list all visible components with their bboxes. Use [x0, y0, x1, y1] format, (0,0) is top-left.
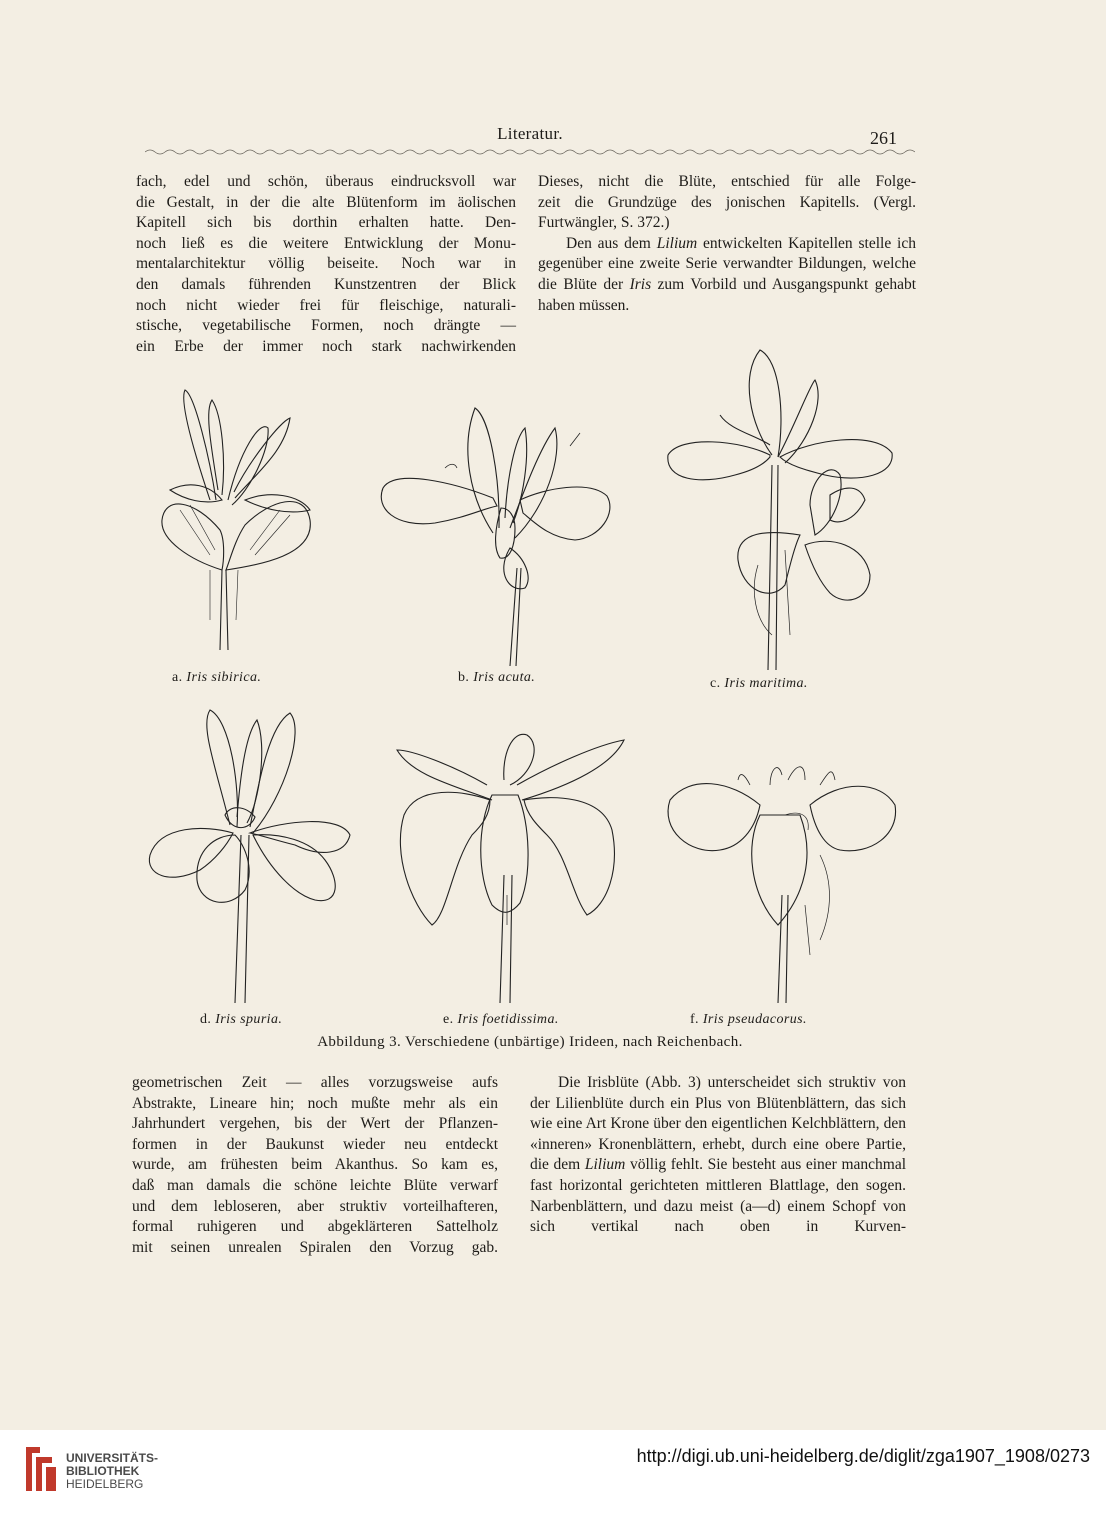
page-number: 261: [870, 128, 897, 148]
text-line: ein Erbe der immer noch stark nachwirkenden: [136, 337, 516, 355]
text-line: Kapitell sich bis dorthin erhalten hatte. Den-: [136, 214, 516, 232]
footer-bar: [0, 1430, 1106, 1513]
text-column-right-top: [538, 172, 916, 316]
text-line: noch ließ es die weitere Entwicklung der Monu-: [136, 234, 516, 252]
iris-pseudacorus-illustration: [660, 755, 900, 1005]
running-header: Literatur.: [497, 124, 563, 143]
plate-label-b: b. Iris acuta.: [458, 670, 536, 685]
text-line: die Gestalt, in der die alte Blütenform im äolischen: [136, 193, 516, 211]
text-line: noch nicht wieder frei für fleischige, naturali-: [136, 296, 516, 314]
paragraph: Die Irisblüte (Abb. 3) unterscheidet sich struktiv von der Lilienblüte durch ein Plus von Blütenblättern, das sich wie eine Art Krone über den eigentlichen Kelchblättern, den «inneren» Kronenblättern, erhebt, durch eine obere Partie, die dem Lilium völlig fehlt. Sie besteht aus einer manchmal fast horizontal gerichteten mittleren Blattlage, den sogen. Narbenblättern, und dazu meist (a—d) einem Schopf von sich vertikal nach oben in Kurven-: [530, 1074, 907, 1236]
header-rule: [145, 148, 915, 156]
text-line: Jahrhundert vergehen, bis der Wert der Pflanzen-: [132, 1115, 498, 1133]
text-column-left-bottom: [132, 1073, 498, 1258]
text-line: mit seinen unrealen Spiralen den Vorzug gab.: [132, 1238, 498, 1256]
figure-caption: Abbildung 3. Verschiedene (unbärtige) Irideen, nach Reichenbach.: [317, 1034, 743, 1050]
iris-foetidissima-illustration: [392, 725, 632, 1005]
text-line: den damals führenden Kunstzentren der Blick: [136, 275, 516, 293]
text-line: geometrischen Zeit — alles vorzugsweise aufs: [132, 1074, 498, 1091]
iris-sibirica-illustration: [150, 380, 330, 660]
text-column-right-bottom: [530, 1073, 906, 1238]
iris-acuta-illustration: [375, 388, 615, 668]
plate-label-a: a. Iris sibirica.: [172, 670, 262, 685]
paragraph: Den aus dem Lilium entwickelten Kapitellen stelle ich gegenüber eine zweite Serie verwandter Bildungen, welche die Blüte der Iris zum Vorbild und Ausgangspunkt gehabt haben müssen.: [538, 234, 917, 314]
text-line: Furtwängler, S. 372.): [538, 214, 670, 232]
text-line: Abstrakte, Lineare hin; noch mußte mehr als ein: [132, 1094, 498, 1112]
text-line: mentalarchitektur völlig beiseite. Noch war in: [136, 255, 516, 273]
text-line: wurde, am frühesten beim Akanthus. So kam es,: [132, 1156, 498, 1174]
text-column-left-top: [136, 172, 516, 357]
plate-label-d: d. Iris spuria.: [200, 1012, 283, 1027]
plate-label-f: f. Iris pseudacorus.: [690, 1012, 807, 1027]
source-url-link[interactable]: http://digi.ub.uni-heidelberg.de/diglit/zga1907_1908/0273: [636, 1446, 1090, 1466]
text-line: formal ruhigeren und abgeklärteren Sattelholz: [132, 1218, 498, 1236]
text-line: daß man damals die schöne leichte Blüte verwarf: [132, 1176, 498, 1194]
text-line: und dem lebloseren, aber struktiv vorteilhafteren,: [132, 1197, 498, 1215]
library-name: UNIVERSITÄTS- BIBLIOTHEK HEIDELBERG: [66, 1451, 159, 1491]
iris-maritima-illustration: [660, 345, 900, 673]
plate-label-c: c. Iris maritima.: [710, 676, 808, 691]
text-line: zeit die Grundzüge des jonischen Kapitells. (Vergl.: [538, 193, 916, 211]
plate-label-e: e. Iris foetidissima.: [443, 1012, 559, 1027]
text-line: formen in der Baukunst wieder neu entdeckt: [132, 1135, 498, 1153]
text-line: stische, vegetabilische Formen, noch drängte —: [136, 317, 516, 335]
text-line: fach, edel und schön, überaus eindrucksvoll war: [136, 173, 516, 190]
text-line: Dieses, nicht die Blüte, entschied für alle Folge-: [538, 173, 916, 190]
iris-spuria-illustration: [145, 705, 360, 1005]
library-logo-icon: [22, 1443, 58, 1495]
